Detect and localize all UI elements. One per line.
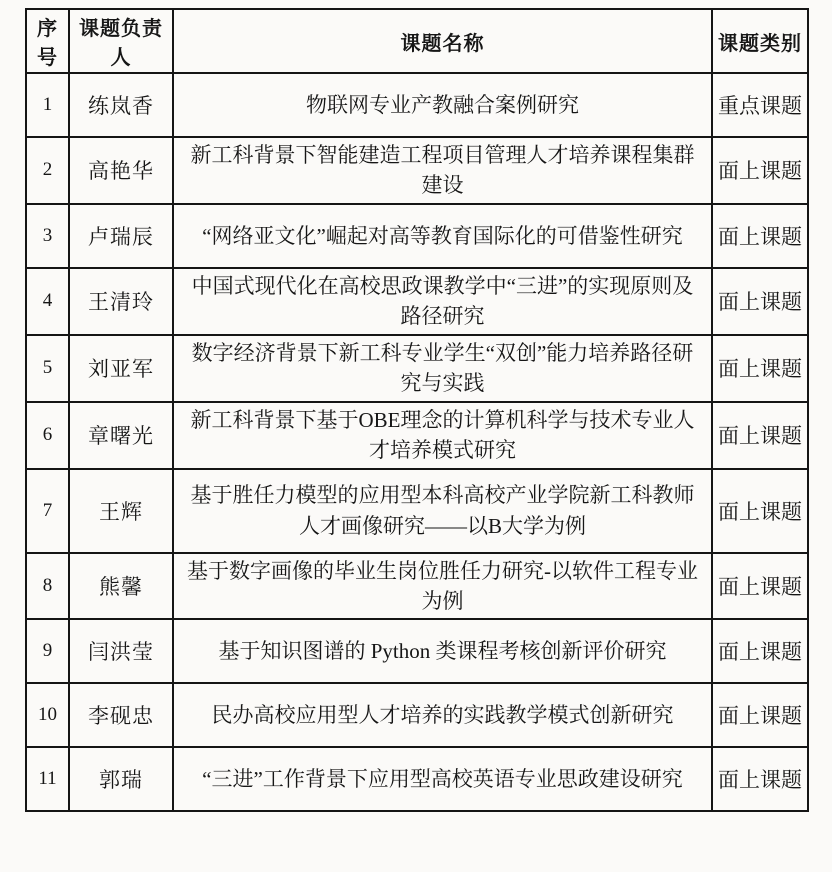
table-row	[26, 137, 808, 204]
cell-leader: 王清玲	[69, 268, 173, 335]
cell-title: 新工科背景下基于OBE理念的计算机科学与技术专业人才培养模式研究	[173, 402, 712, 469]
table-row	[26, 204, 808, 268]
table-row	[26, 268, 808, 335]
cell-leader: 李砚忠	[69, 683, 173, 747]
cell-index: 6	[26, 402, 69, 469]
cell-index: 9	[26, 619, 69, 683]
table-row	[26, 619, 808, 683]
col-header-category: 课题类别	[712, 9, 808, 73]
cell-leader: 卢瑞辰	[69, 204, 173, 268]
table-body	[26, 73, 808, 811]
cell-index: 8	[26, 553, 69, 620]
table-row	[26, 747, 808, 811]
cell-category: 面上课题	[712, 137, 808, 204]
cell-category: 面上课题	[712, 747, 808, 811]
cell-index: 7	[26, 469, 69, 553]
cell-category: 面上课题	[712, 268, 808, 335]
cell-category: 面上课题	[712, 553, 808, 620]
cell-leader: 闫洪莹	[69, 619, 173, 683]
cell-title: 数字经济背景下新工科专业学生“双创”能力培养路径研究与实践	[173, 335, 712, 402]
table-row	[26, 553, 808, 620]
cell-index: 2	[26, 137, 69, 204]
cell-title: 中国式现代化在高校思政课教学中“三进”的实现原则及路径研究	[173, 268, 712, 335]
cell-leader: 刘亚军	[69, 335, 173, 402]
cell-leader: 章曙光	[69, 402, 173, 469]
cell-index: 10	[26, 683, 69, 747]
cell-index: 3	[26, 204, 69, 268]
col-header-index: 序号	[26, 9, 69, 73]
cell-leader: 王辉	[69, 469, 173, 553]
cell-category: 面上课题	[712, 204, 808, 268]
cell-leader: 高艳华	[69, 137, 173, 204]
table-row	[26, 402, 808, 469]
cell-title: 物联网专业产教融合案例研究	[173, 73, 712, 137]
col-header-leader: 课题负责人	[69, 9, 173, 73]
cell-title: 基于胜任力模型的应用型本科高校产业学院新工科教师人才画像研究——以B大学为例	[173, 469, 712, 553]
cell-title: 基于数字画像的毕业生岗位胜任力研究-以软件工程专业为例	[173, 553, 712, 620]
cell-category: 面上课题	[712, 683, 808, 747]
cell-leader: 郭瑞	[69, 747, 173, 811]
cell-index: 5	[26, 335, 69, 402]
cell-category: 面上课题	[712, 335, 808, 402]
table-row	[26, 73, 808, 137]
cell-index: 1	[26, 73, 69, 137]
col-header-title: 课题名称	[173, 9, 712, 73]
table-row	[26, 335, 808, 402]
table-row	[26, 469, 808, 553]
cell-title: 基于知识图谱的 Python 类课程考核创新评价研究	[173, 619, 712, 683]
cell-title: “网络亚文化”崛起对高等教育国际化的可借鉴性研究	[173, 204, 712, 268]
table-row	[26, 683, 808, 747]
header-row	[26, 9, 808, 73]
cell-title: “三进”工作背景下应用型高校英语专业思政建设研究	[173, 747, 712, 811]
cell-index: 4	[26, 268, 69, 335]
cell-category: 面上课题	[712, 469, 808, 553]
cell-leader: 练岚香	[69, 73, 173, 137]
project-table	[25, 8, 809, 812]
cell-category: 面上课题	[712, 402, 808, 469]
cell-category: 面上课题	[712, 619, 808, 683]
cell-category: 重点课题	[712, 73, 808, 137]
cell-leader: 熊馨	[69, 553, 173, 620]
cell-title: 新工科背景下智能建造工程项目管理人才培养课程集群建设	[173, 137, 712, 204]
cell-title: 民办高校应用型人才培养的实践教学模式创新研究	[173, 683, 712, 747]
cell-index: 11	[26, 747, 69, 811]
